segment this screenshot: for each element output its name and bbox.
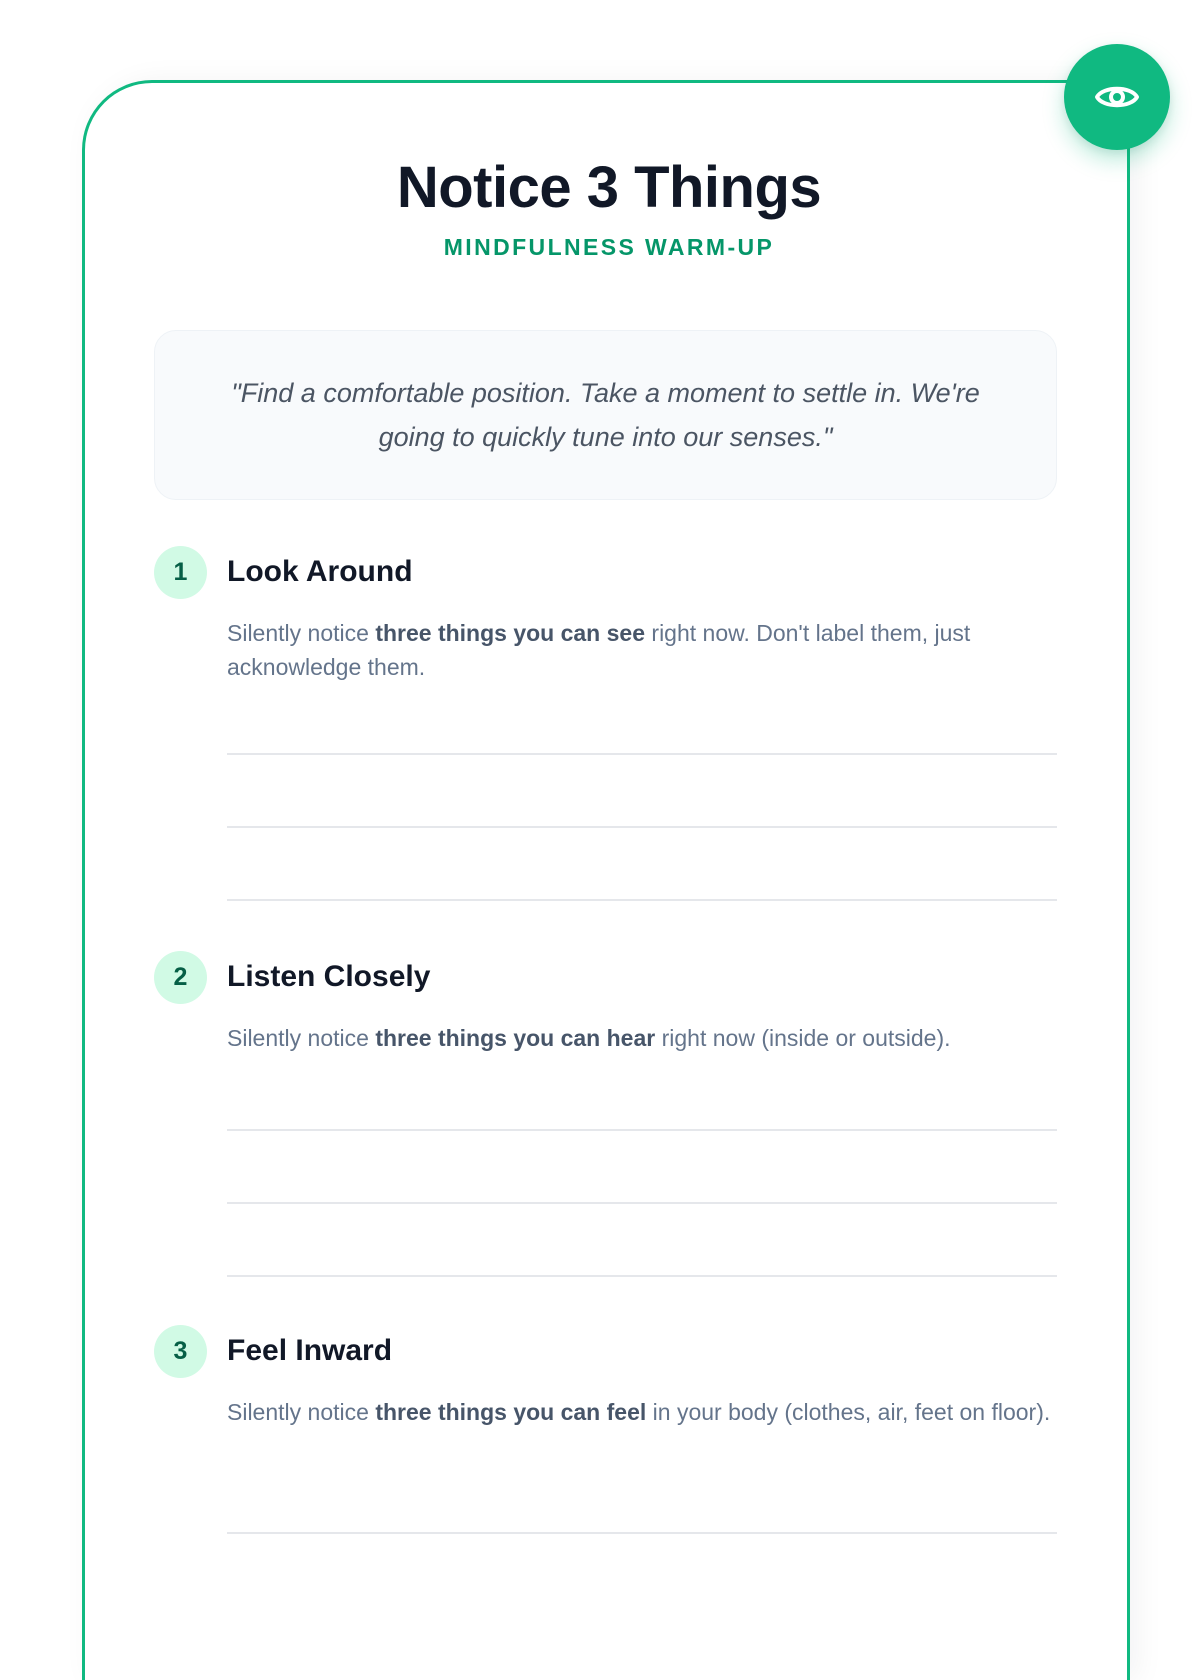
step-description-emphasis: three things you can see xyxy=(375,620,646,646)
step-description xyxy=(227,1395,1052,1429)
step-title: Look Around xyxy=(227,555,413,588)
worksheet-card xyxy=(82,80,1130,1680)
step-number-badge: 2 xyxy=(154,951,207,1004)
answer-line-1[interactable] xyxy=(227,1057,1057,1131)
page-title: Notice 3 Things xyxy=(396,155,822,220)
answer-line-3[interactable] xyxy=(227,827,1057,901)
step-description xyxy=(227,616,1052,684)
step-description-suffix: right now. Don't label them, just acknowledge them. xyxy=(227,620,971,680)
step-description xyxy=(227,1021,1052,1055)
step-description-prefix: Silently notice xyxy=(227,1399,376,1425)
step-description-emphasis: three things you can hear xyxy=(375,1025,656,1051)
step-description-prefix: Silently notice xyxy=(227,620,376,646)
answer-line-1[interactable] xyxy=(227,1460,1057,1534)
step-description-emphasis: three things you can feel xyxy=(375,1399,647,1425)
eye-icon xyxy=(1093,73,1141,121)
step-title: Listen Closely xyxy=(227,960,431,993)
answer-line-2[interactable] xyxy=(227,1130,1057,1204)
intro-quote-box xyxy=(154,330,1057,500)
eye-badge-button[interactable] xyxy=(1064,44,1170,150)
intro-quote: "Find a comfortable position. Take a moment to settle in. We're going to quickly tune into our senses." xyxy=(231,378,980,452)
step-description-prefix: Silently notice xyxy=(227,1025,376,1051)
step-number-badge: 1 xyxy=(154,546,207,599)
answer-line-1[interactable] xyxy=(227,681,1057,755)
answer-line-3[interactable] xyxy=(227,1203,1057,1277)
step-description-suffix: in your body (clothes, air, feet on floor). xyxy=(646,1399,1051,1425)
step-description-suffix: right now (inside or outside). xyxy=(655,1025,951,1051)
step-number-badge: 3 xyxy=(154,1325,207,1378)
step-title: Feel Inward xyxy=(227,1334,393,1367)
answer-line-2[interactable] xyxy=(227,754,1057,828)
page-subtitle: MINDFULNESS WARM-UP xyxy=(443,234,775,260)
